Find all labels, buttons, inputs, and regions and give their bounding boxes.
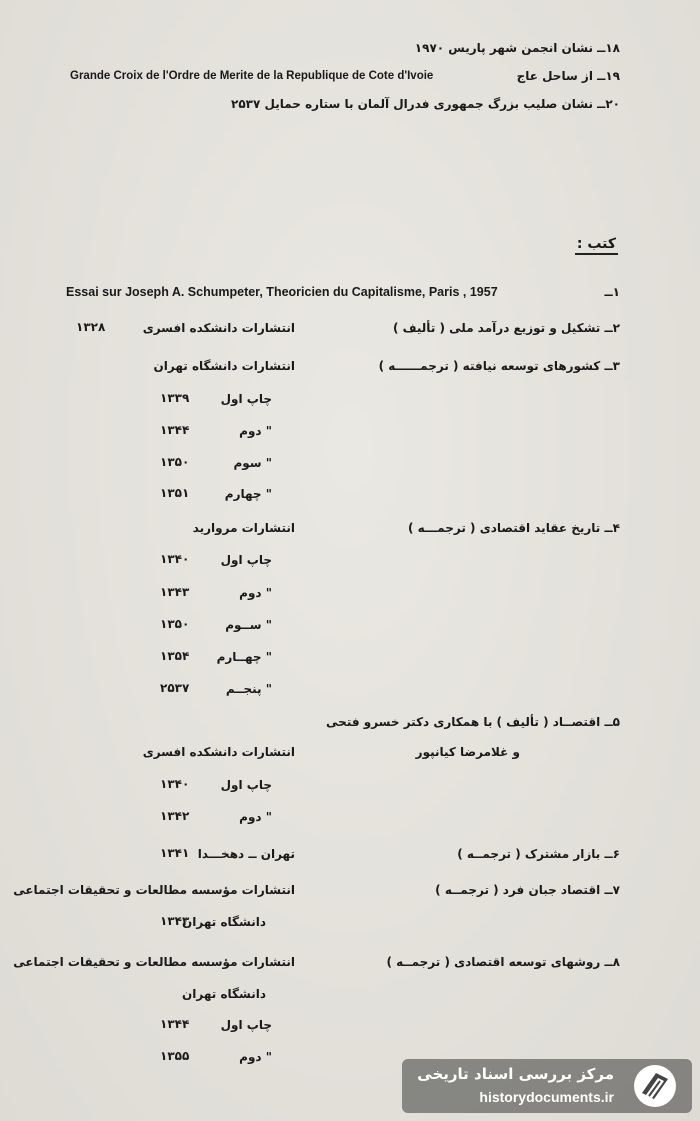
book-8-edition-year: ۱۳۵۵: [160, 1049, 190, 1063]
book-4-edition-label: " دوم: [239, 586, 272, 600]
book-8-edition-year: ۱۳۴۴: [160, 1017, 190, 1031]
book-7-publisher-university: دانشگاه تهران: [182, 915, 266, 929]
book-5-title-continued: و غلامرضا کیانپور: [415, 745, 520, 759]
book-4-publisher: انتشارات مروارید: [192, 521, 295, 535]
book-3-edition-label: " دوم: [239, 424, 272, 438]
book-6-title: ۶ــ بازار مشترک ( ترجمــه ): [457, 847, 620, 861]
book-5-edition-year: ۱۳۴۰: [160, 777, 190, 791]
book-8-publisher: انتشارات مؤسسه مطالعات و تحقیقات اجتماعی: [13, 955, 295, 969]
book-7-year: ۱۳۴۳: [160, 914, 190, 928]
book-3-title: ۳ــ کشورهای توسعه نیافته ( ترجمــــــه ): [378, 359, 620, 373]
award-19-title: Grande Croix de l'Ordre de Merite de la Republique de Cote d'Ivoie: [70, 70, 434, 82]
book-4-edition-label: " چهــارم: [216, 650, 272, 664]
book-8-edition-label: چاپ اول: [220, 1018, 272, 1032]
book-3-edition-year: ۱۳۴۴: [160, 423, 190, 437]
book-4-edition-label: " پنجــم: [225, 682, 272, 696]
award-20: ۲۰ــ نشان صلیب بزرگ جمهوری فدرال آلمان با ستاره حمایل ۲۵۳۷: [231, 97, 620, 111]
book-5-publisher: انتشارات دانشکده افسری: [142, 745, 295, 759]
watermark-title: مرکز بررسی اسناد تاریخی: [417, 1065, 614, 1083]
book-6-year: ۱۳۴۱: [160, 846, 190, 860]
book-2-title: ۲ــ تشکیل و توزیع درآمد ملی ( تألیف ): [392, 321, 620, 335]
book-4-edition-year: ۲۵۳۷: [160, 681, 190, 695]
book-4-edition-year: ۱۳۴۰: [160, 552, 190, 566]
book-8-title: ۸ــ روشهای توسعه اقتصادی ( ترجمــه ): [386, 955, 620, 969]
book-4-edition-year: ۱۳۵۴: [160, 649, 190, 663]
book-3-edition-label: " سوم: [233, 456, 272, 470]
book-3-edition-label: چاپ اول: [220, 392, 272, 406]
book-8-edition-label: " دوم: [239, 1050, 272, 1064]
book-5-edition-label: چاپ اول: [220, 778, 272, 792]
book-1-number: ۱ــ: [604, 285, 620, 299]
book-4-title: ۴ــ تاریخ عقاید اقتصادی ( ترجمـــه ): [407, 521, 620, 535]
book-6-publisher: تهران ــ دهخـــدا: [197, 847, 295, 861]
book-3-publisher: انتشارات دانشگاه تهران: [153, 359, 295, 373]
book-2-publisher: انتشارات دانشکده افسری: [142, 321, 295, 335]
watermark-url: historydocuments.ir: [479, 1089, 614, 1105]
watermark: [402, 1059, 692, 1113]
book-3-edition-year: ۱۳۵۰: [160, 455, 190, 469]
book-3-edition-label: " چهارم: [224, 487, 272, 501]
books-heading: کتب :: [575, 236, 618, 255]
book-1-title: Essai sur Joseph A. Schumpeter, Theoricien du Capitalisme, Paris , 1957: [66, 285, 498, 299]
book-4-edition-label: " ســوم: [225, 618, 272, 632]
award-19-label: ۱۹ــ از ساحل عاج: [516, 69, 620, 83]
book-5-edition-year: ۱۳۴۲: [160, 809, 190, 823]
book-4-edition-year: ۱۳۴۳: [160, 585, 190, 599]
book-4-edition-label: چاپ اول: [220, 553, 272, 567]
archive-logo-icon: [630, 1063, 680, 1109]
book-5-edition-label: " دوم: [239, 810, 272, 824]
award-18: ۱۸ــ نشان انجمن شهر پاریس ۱۹۷۰: [414, 41, 620, 55]
book-7-title: ۷ــ اقتصاد جبان فرد ( ترجمــه ): [435, 883, 620, 897]
book-8-publisher-university: دانشگاه تهران: [182, 987, 266, 1001]
book-3-edition-year: ۱۳۵۱: [160, 486, 190, 500]
book-2-year: ۱۳۲۸: [76, 320, 106, 334]
book-5-title: ۵ــ اقتصــاد ( تألیف ) با همکاری دکتر خسرو فتحی: [326, 715, 620, 729]
book-4-edition-year: ۱۳۵۰: [160, 617, 190, 631]
book-3-edition-year: ۱۳۳۹: [160, 391, 190, 405]
book-7-publisher: انتشارات مؤسسه مطالعات و تحقیقات اجتماعی: [13, 883, 295, 897]
